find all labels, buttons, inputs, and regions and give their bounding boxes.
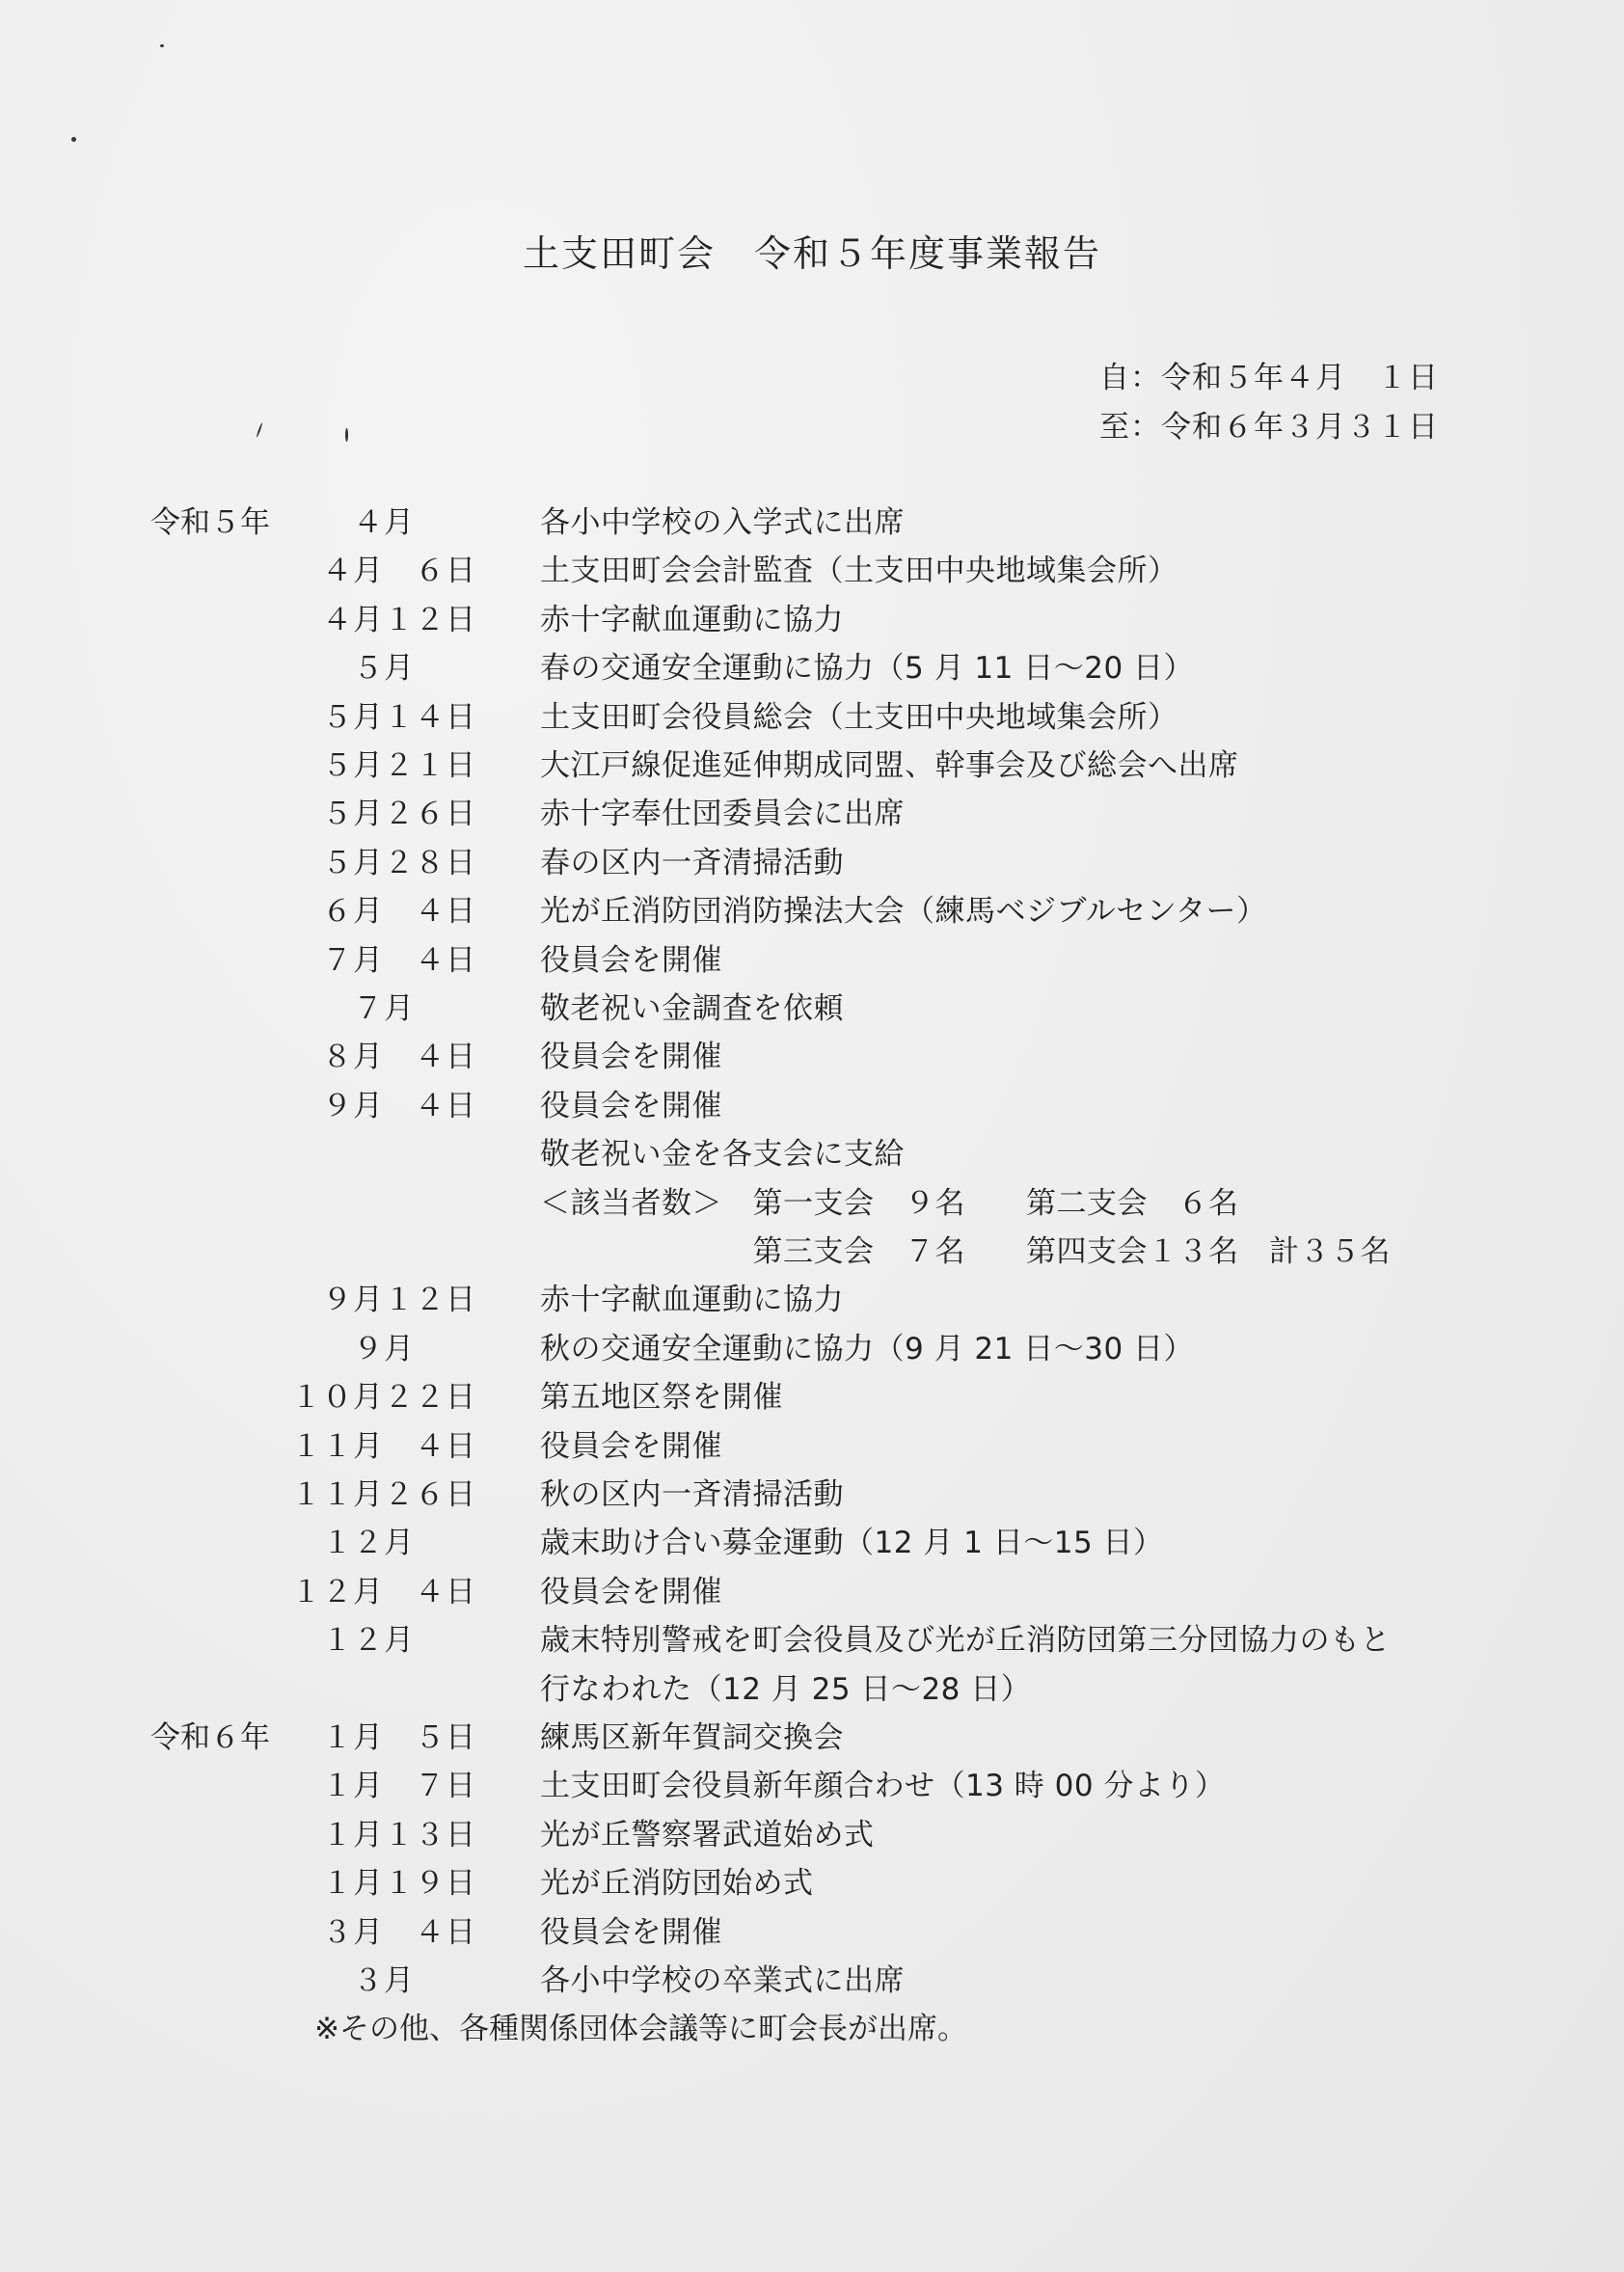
- event-row: [0, 643, 1624, 691]
- event-description: 各小中学校の入学式に出席: [540, 505, 905, 540]
- event-description: ＜該当者数＞ 第一支会 ９名 第二支会 ６名: [540, 1186, 1239, 1221]
- event-row: [0, 1178, 1624, 1227]
- event-description: 各小中学校の卒業式に出席: [540, 1963, 905, 1998]
- event-date: １１月２６日: [291, 1477, 476, 1512]
- scan-speck: [345, 428, 348, 442]
- event-date: ５月２１日: [322, 748, 476, 783]
- period-to: 至：令和６年３月３１日: [1099, 410, 1439, 445]
- event-date: １２月: [322, 1526, 476, 1560]
- event-date: ４月 ６日: [322, 554, 476, 588]
- event-description: 秋の区内一斉清掃活動: [540, 1477, 844, 1512]
- event-row: [0, 1372, 1624, 1420]
- event-row: [0, 1129, 1624, 1177]
- event-date: ９月: [353, 1332, 476, 1366]
- event-description: 秋の交通安全運動に協力（9 月 21 日～30 日）: [540, 1332, 1195, 1366]
- event-description: 練馬区新年賀詞交換会: [540, 1720, 844, 1755]
- event-row: [0, 1324, 1624, 1372]
- event-description: 第三支会 ７名 第四支会１３名 計３５名: [540, 1234, 1391, 1269]
- event-row: [0, 789, 1624, 837]
- period-from: 自：令和５年４月 １日: [1099, 361, 1439, 395]
- event-row: [0, 1470, 1624, 1518]
- event-description: 赤十字奉仕団委員会に出席: [540, 797, 905, 831]
- event-date: ５月２８日: [322, 846, 476, 880]
- event-date: ４月: [353, 505, 476, 540]
- event-row: [0, 1664, 1624, 1713]
- event-date: ４月１２日: [322, 603, 476, 637]
- event-description: 敬老祝い金を各支会に支給: [540, 1137, 905, 1172]
- event-description: 赤十字献血運動に協力: [540, 603, 844, 637]
- event-date: １２月: [322, 1623, 476, 1658]
- event-date: ６月 ４日: [322, 894, 476, 929]
- event-description: 役員会を開催: [540, 1429, 722, 1464]
- event-description: 役員会を開催: [540, 943, 722, 978]
- event-row: [0, 1081, 1624, 1129]
- event-description: 行なわれた（12 月 25 日～28 日）: [540, 1672, 1032, 1707]
- era-year: 令和５年: [150, 505, 270, 540]
- event-description: 役員会を開催: [540, 1040, 722, 1074]
- event-row: [0, 741, 1624, 789]
- event-row: [0, 1032, 1624, 1080]
- event-description: 光が丘消防団始め式: [540, 1866, 814, 1901]
- event-date: １月１３日: [322, 1818, 476, 1853]
- event-description: 歳末助け合い募金運動（12 月 1 日～15 日）: [540, 1526, 1164, 1560]
- event-date: ５月: [353, 651, 476, 686]
- event-row: [0, 935, 1624, 984]
- event-date: ８月 ４日: [322, 1040, 476, 1074]
- event-row: [0, 1810, 1624, 1858]
- event-row: [0, 1907, 1624, 1956]
- event-description: 春の区内一斉清掃活動: [540, 846, 844, 880]
- event-date: １月 ７日: [322, 1769, 476, 1803]
- event-row: [0, 1615, 1624, 1663]
- event-date: １１月 ４日: [291, 1429, 476, 1464]
- event-row: [0, 1858, 1624, 1907]
- event-date: ３月 ４日: [322, 1915, 476, 1950]
- scan-speck: [71, 137, 76, 142]
- event-date: ７月 ４日: [322, 943, 476, 978]
- event-description: 土支田町会役員新年顔合わせ（13 時 00 分より）: [540, 1769, 1226, 1803]
- document-title: 土支田町会 令和５年度事業報告: [522, 232, 1101, 275]
- event-row: [0, 1567, 1624, 1615]
- event-row: [0, 1518, 1624, 1566]
- event-date: ５月１４日: [322, 700, 476, 735]
- event-description: 光が丘消防団消防操法大会（練馬ベジブルセンター）: [540, 894, 1267, 929]
- event-row: [0, 1227, 1624, 1275]
- event-date: １月 ５日: [322, 1720, 476, 1755]
- event-row: [0, 1421, 1624, 1470]
- event-date: １２月 ４日: [291, 1575, 476, 1609]
- event-description: 役員会を開催: [540, 1575, 722, 1609]
- event-row: [0, 498, 1624, 546]
- event-description: 歳末特別警戒を町会役員及び光が丘消防団第三分団協力のもと: [540, 1623, 1391, 1658]
- scan-speck: [160, 44, 164, 47]
- event-date: ９月 ４日: [322, 1089, 476, 1123]
- event-date: ７月: [353, 991, 476, 1026]
- event-row: [0, 838, 1624, 886]
- scan-speck: [256, 422, 262, 438]
- event-row: [0, 1713, 1624, 1761]
- event-date: ９月１２日: [322, 1283, 476, 1317]
- event-description: 赤十字献血運動に協力: [540, 1283, 844, 1317]
- event-description: 役員会を開催: [540, 1089, 722, 1123]
- event-description: 春の交通安全運動に協力（5 月 11 日～20 日）: [540, 651, 1195, 686]
- event-row: [0, 1275, 1624, 1323]
- event-row: [0, 595, 1624, 643]
- era-year: 令和６年: [150, 1720, 270, 1755]
- event-description: 第五地区祭を開催: [540, 1380, 783, 1415]
- event-row: [0, 984, 1624, 1032]
- footnote: ※その他、各種関係団体会議等に町会長が出席。: [314, 2012, 967, 2046]
- event-row: [0, 692, 1624, 741]
- event-date: ３月: [353, 1963, 476, 1998]
- event-description: 土支田町会会計監査（土支田中央地域集会所）: [540, 554, 1178, 588]
- event-date: １０月２２日: [291, 1380, 476, 1415]
- event-date: ５月２６日: [322, 797, 476, 831]
- event-row: [0, 886, 1624, 934]
- event-description: 敬老祝い金調査を依頼: [540, 991, 844, 1026]
- event-row: [0, 1956, 1624, 2004]
- event-description: 大江戸線促進延伸期成同盟、幹事会及び総会へ出席: [540, 748, 1239, 783]
- event-row: [0, 546, 1624, 594]
- event-date: １月１９日: [322, 1866, 476, 1901]
- event-description: 役員会を開催: [540, 1915, 722, 1950]
- event-description: 光が丘警察署武道始め式: [540, 1818, 875, 1853]
- event-description: 土支田町会役員総会（土支田中央地域集会所）: [540, 700, 1178, 735]
- event-row: [0, 1761, 1624, 1809]
